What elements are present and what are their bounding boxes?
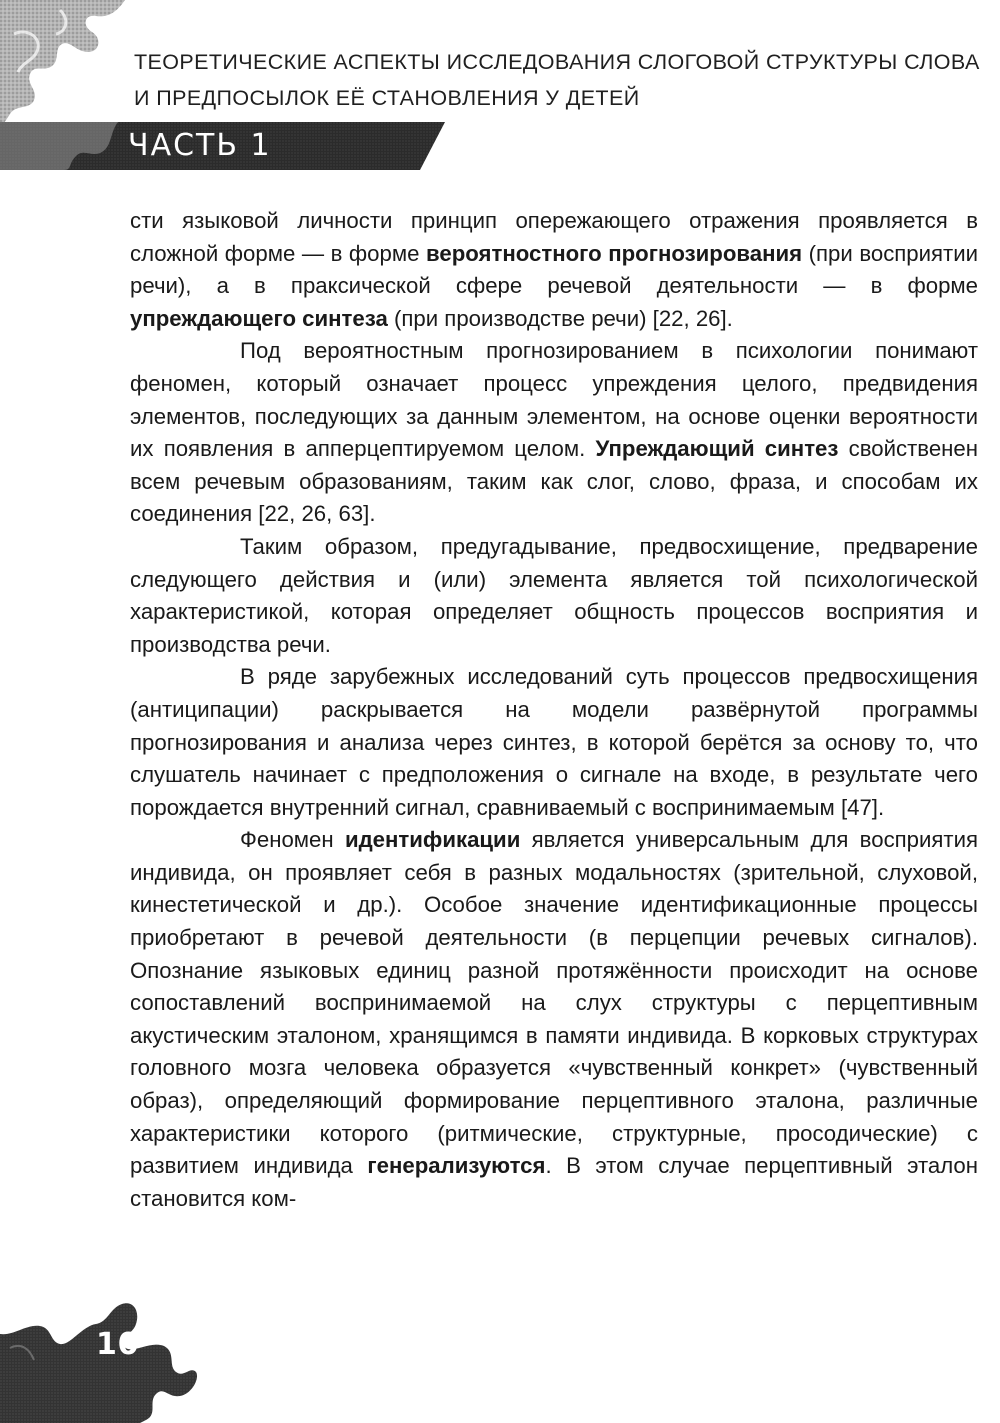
page-number: 10 [96,1327,140,1362]
running-head-line-2: И ПРЕДПОСЫЛОК ЕЁ СТАНОВЛЕНИЯ У ДЕТЕЙ [134,86,640,110]
paragraph-1 [130,205,978,335]
bold-term: идентификации [344,827,521,853]
text-run: (при восприятии речи), а в праксической сфере речевой деятельности — в форме [130,240,979,299]
running-head [134,44,984,116]
text-run: . В этом случае перцептивный эталон становится ком- [130,1153,978,1211]
body-text [130,205,978,1215]
paragraph-4: В ряде зарубежных исследований суть процессов предвосхищения (антиципации) раскрывается на модели развёрнутой программы прогнозирования и анализа через синтез, в которой берётся за основу то, что слушатель начинает с предположения о сигнале на входе, в результате чего порождается внутренний сигнал, сравниваемый с воспринимаемым [47]. [130,664,978,820]
text-run: Под вероятностным прогнозированием в психологии понимают феномен, который означает процесс упреждения целого, предвидения элементов, последующих за данным элементом, на основе оценки вероятности их появления в апперцептируемом целом. [130,338,978,462]
paragraph-5 [130,824,978,1215]
paragraph-2 [130,335,978,531]
bold-term: генерализуются [367,1153,546,1179]
part-title: ЧАСТЬ 1 [128,128,272,163]
text-run: Феномен [240,827,345,853]
text-run: является универсальным для восприятия индивида, он проявляет себя в разных модальностях (зрительной, слуховой, кинестетической и др.). Особое значение идентификационные процессы приобретают в речевой деятельности (в перцепции речевых сигналов). Опознание языковых единиц разной протяжённости происходит на основе сопоставлений воспринимаемой на слух структуры с перцептивным акустическим эталоном, хранящимся в памяти индивида. В корковых структурах головного мозга человека образуется «чувственный конкрет» (чувственный образ), определяющий формирование перцептивного эталона, различные характеристики которого (ритмические, структурные, просодические) с развитием индивида [130,827,978,1179]
bold-term: Упреждающий синтез [595,436,839,462]
text-run: свойственен всем речевым образованиям, таким как слог, слово, фраза, и способам их соединения [22, 26, 63]. [130,436,979,527]
text-run: (при производстве речи) [22, 26]. [387,305,733,331]
paragraph-3: Таким образом, предугадывание, предвосхищение, предварение следующего действия и (или) элемента является той психологической характеристикой, которая определяет общность процессов восприятия и производства речи. [130,533,978,657]
bold-term: вероятностного прогнозирования [426,240,803,266]
bold-term: упреждающего синтеза [130,305,388,331]
running-head-line-1: ТЕОРЕТИЧЕСКИЕ АСПЕКТЫ ИССЛЕДОВАНИЯ СЛОГОВОЙ СТРУКТУРЫ СЛОВА [134,50,980,74]
text-run: сти языковой личности принцип опережающего отражения проявляется в сложной форме — в форме [130,208,978,266]
